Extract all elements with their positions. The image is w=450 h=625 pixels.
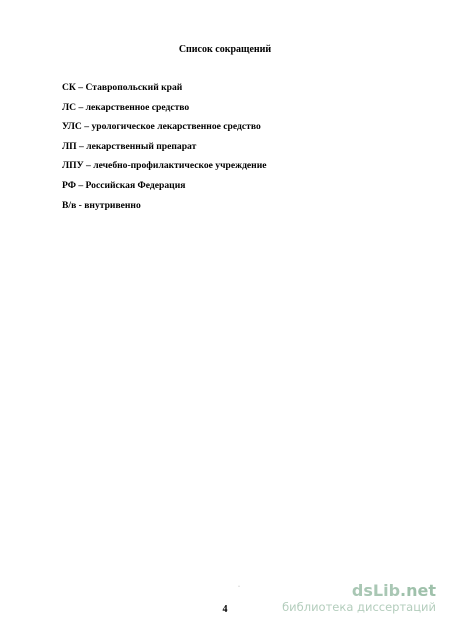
abbreviation-list [62, 82, 392, 219]
abbreviation-separator: – [76, 140, 87, 152]
abbreviation-term: УЛС [62, 121, 82, 133]
abbreviation-separator: – [76, 101, 86, 113]
watermark-logo [282, 582, 436, 600]
abbreviation-definition: внутривенно [84, 199, 141, 211]
watermark-logo-left: dsLib [351, 581, 401, 600]
abbreviation-entry [62, 160, 392, 180]
abbreviation-entry [62, 200, 392, 220]
abbreviation-entry [62, 180, 392, 200]
scan-speck: · [238, 584, 240, 590]
watermark-subtitle: библиотека диссертаций [282, 600, 436, 614]
abbreviation-separator: – [75, 82, 86, 93]
abbreviation-separator: – [81, 121, 92, 133]
abbreviation-separator: - [76, 199, 85, 211]
abbreviation-term: СК [62, 82, 76, 93]
abbreviation-definition: лекарственный препарат [86, 140, 197, 152]
abbreviation-entry [62, 141, 392, 161]
abbreviation-entry [62, 121, 392, 141]
watermark-logo-right: .net [400, 581, 436, 600]
abbreviation-term: ЛС [62, 101, 77, 113]
abbreviation-separator: – [75, 179, 86, 191]
abbreviation-term: ЛПУ [62, 160, 84, 172]
abbreviation-term: РФ [62, 179, 76, 191]
abbreviation-separator: – [83, 160, 94, 172]
watermark [282, 582, 436, 614]
abbreviation-definition: лекарственное средство [85, 101, 190, 113]
abbreviation-entry [62, 102, 392, 122]
page-title: Список сокращений [178, 44, 272, 55]
abbreviation-definition: лечебно-профилактическое учреждение [93, 160, 267, 172]
page-number: 4 [222, 604, 228, 615]
abbreviation-term: ЛП [62, 140, 77, 152]
abbreviation-term: В/в [62, 199, 77, 211]
abbreviation-entry [62, 82, 392, 102]
abbreviation-definition: урологическое лекарственное средство [91, 121, 261, 133]
abbreviation-definition: Российская Федерация [85, 179, 186, 191]
abbreviation-definition: Ставропольский край [85, 82, 183, 93]
